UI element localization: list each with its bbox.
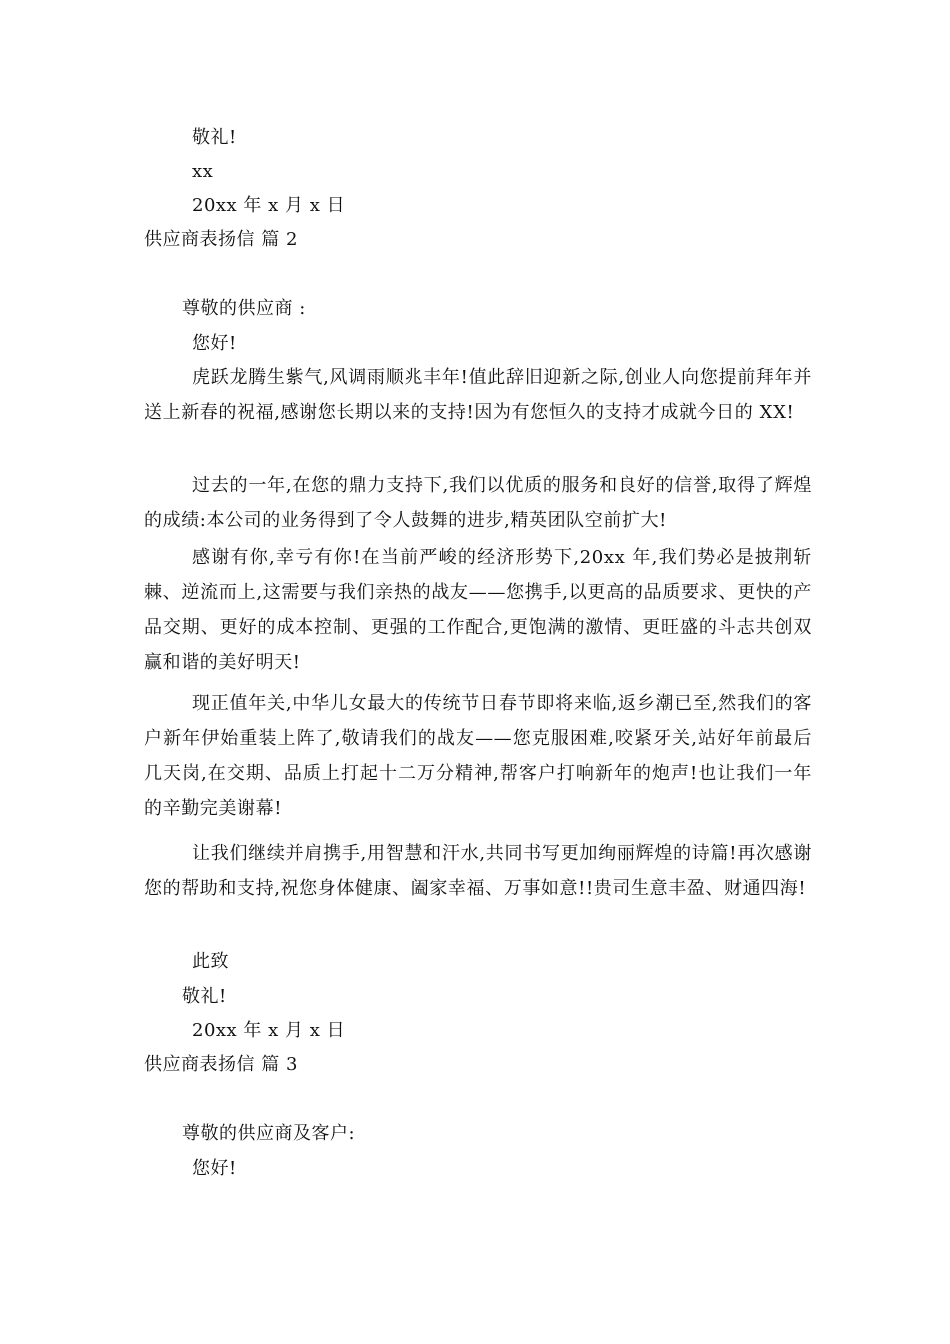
letter3-title: 供应商表扬信 篇 3 bbox=[144, 1054, 298, 1075]
letter3-greeting: 尊敬的供应商及客户: bbox=[182, 1123, 356, 1144]
letter2-paragraph-4: 现正值年关,中华儿女最大的传统节日春节即将来临,返乡潮已至,然我们的客户新年伊始重装上阵了,敬请我们的战友——您克服困难,咬紧牙关,站好年前最后几天岗,在交期、品质上打起十二万分精神,帮客户打响新年的炮声!也让我们一年的辛勤完美谢幕! bbox=[144, 693, 812, 819]
letter2-paragraph-1: 虎跃龙腾生紫气,风调雨顺兆丰年!值此辞旧迎新之际,创业人向您提前拜年并送上新春的祝福,感谢您长期以来的支持!因为有您恒久的支持才成就今日的 XX! bbox=[144, 367, 812, 423]
letter2-date: 20xx 年 x 月 x 日 bbox=[192, 1020, 346, 1041]
letter3-hello: 您好! bbox=[192, 1158, 237, 1179]
letter2-paragraph-3: 感谢有你,幸亏有你!在当前严峻的经济形势下,20xx 年,我们势必是披荆斩棘、逆流而上,这需要与我们亲热的战友——您携手,以更高的品质要求、更快的产品交期、更好的成本控制、更强的工作配合,更饱满的激情、更旺盛的斗志共创双赢和谐的美好明天! bbox=[144, 547, 812, 673]
letter2-paragraph-2: 过去的一年,在您的鼎力支持下,我们以优质的服务和良好的信誉,取得了辉煌的成绩:本公司的业务得到了令人鼓舞的进步,精英团队空前扩大! bbox=[144, 475, 812, 531]
letter2-hello: 您好! bbox=[192, 333, 237, 354]
letter1-sender: xx bbox=[192, 161, 214, 182]
letter2-paragraph-5: 让我们继续并肩携手,用智慧和汗水,共同书写更加绚丽辉煌的诗篇!再次感谢您的帮助和支持,祝您身体健康、阖家幸福、万事如意!!贵司生意丰盈、财通四海! bbox=[144, 843, 812, 899]
letter2-closing: 此致 bbox=[192, 951, 229, 972]
letter2-greeting: 尊敬的供应商 : bbox=[182, 298, 306, 319]
letter1-salute: 敬礼! bbox=[192, 127, 237, 148]
letter2-salute: 敬礼! bbox=[182, 986, 227, 1007]
letter2-title: 供应商表扬信 篇 2 bbox=[144, 229, 298, 250]
letter1-date: 20xx 年 x 月 x 日 bbox=[192, 195, 346, 216]
